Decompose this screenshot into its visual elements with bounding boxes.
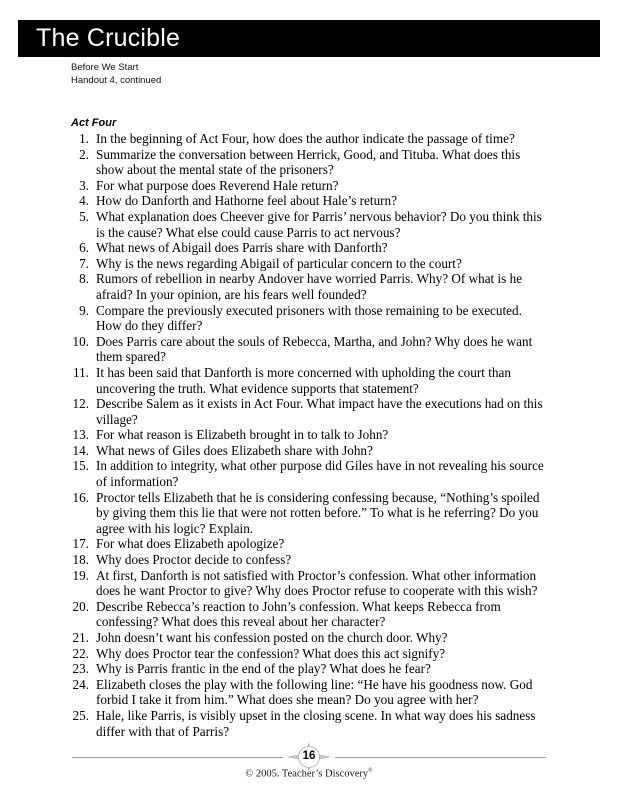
question-item [71,209,549,240]
question-number: 4. [79,193,89,209]
question-item [71,334,549,365]
question-number: 25. [72,707,89,723]
question-text: Hale, like Parris, is visibly upset in the closing scene. In what way does his sadness differ with that of Parris? [96,707,536,739]
question-text: Why does Proctor decide to confess? [96,552,292,568]
question-text: What news of Giles does Elizabeth share with John? [96,442,373,458]
page-footer [0,724,618,800]
handout-subtitle [71,62,161,87]
subtitle-line-handout: Handout 4, continued [71,74,162,86]
question-number: 17. [72,536,89,552]
question-number: 2. [79,146,89,162]
question-number: 11. [73,364,89,380]
page-number: 16 [302,750,316,763]
copyright-text: © 2005. Teacher’s Discovery [245,768,369,780]
question-item [71,458,549,489]
question-text: Does Parris care about the souls of Rebecca, Martha, and John? Why does he want them spared? [96,333,533,365]
question-number: 21. [72,630,89,645]
question-number: 5. [79,208,89,224]
question-number: 10. [72,333,89,349]
question-list [71,131,549,739]
question-text: What news of Abigail does Parris share with Danforth? [96,240,388,256]
question-item [71,193,549,209]
question-item [71,131,549,147]
title-bar [18,20,600,57]
question-item [71,568,549,599]
question-text: John doesn’t want his confession posted on the church door. Why? [96,630,448,645]
question-number: 12. [72,396,89,412]
question-item [71,240,549,256]
question-item [71,178,549,194]
question-text: It has been said that Danforth is more concerned with upholding the court than uncovering the truth. What evidence supports that statement? [96,364,511,396]
question-item [71,677,549,708]
question-number: 18. [72,552,89,568]
footer-rule-left [72,757,283,758]
page-title: The Crucible [36,24,181,52]
question-text: In the beginning of Act Four, how does the author indicate the passage of time? [96,131,515,146]
question-text: For what does Elizabeth apologize? [96,536,285,552]
question-item [71,630,549,646]
question-text: Describe Salem as it exists in Act Four. What impact have the executions had on this village? [96,396,543,427]
question-number: 3. [79,177,89,193]
question-item [71,490,549,537]
registered-trademark-mark: ® [368,768,373,774]
question-number: 13. [72,427,89,443]
question-number: 20. [72,598,89,614]
question-item [71,147,549,178]
question-number: 24. [72,676,89,692]
subtitle-line-unit: Before We Start [71,62,139,73]
question-text: Describe Rebecca’s reaction to John’s confession. What keeps Rebecca from confessing? What does this reveal about her character? [96,598,501,630]
worksheet-content [71,116,549,739]
question-item [71,427,549,443]
question-number: 16. [72,489,89,505]
question-text: Elizabeth closes the play with the following line: “He have his goodness now. God forbid I take it from him.” What does she mean? Do you agree with her? [96,676,533,708]
section-heading: Act Four [71,117,117,129]
question-text: At first, Danforth is not satisfied with Proctor’s confession. What other information does he want Proctor to give? Why does Proctor refuse to cooperate with this wish? [96,567,538,599]
question-text: Rumors of rebellion in nearby Andover have worried Parris. Why? Of what is he afraid? In your opinion, are his fears well founded? [96,271,523,302]
question-item [71,256,549,272]
question-number: 14. [72,442,89,458]
question-number: 15. [72,458,89,474]
question-item [71,303,549,334]
question-item [71,271,549,302]
footer-rule-right [335,757,546,758]
question-item [71,646,549,662]
question-text: In addition to integrity, what other purpose did Giles have in not revealing his source of information? [96,458,544,490]
question-number: 8. [79,271,89,287]
question-text: For what purpose does Reverend Hale return? [96,177,339,193]
question-number: 1. [79,131,89,146]
question-text: Proctor tells Elizabeth that he is considering confessing because, “Nothing’s spoiled by giving them this lie that were not rotten before.” To what is he referring? Do you agree with his logic? Explain. [96,489,540,536]
question-text: Why does Proctor tear the confession? What does this act signify? [96,645,446,661]
question-text: For what reason is Elizabeth brought in to talk to John? [96,427,389,443]
question-text: What explanation does Cheever give for Parris’ nervous behavior? Do you think this is the cause? What else could cause Parris to act nervous? [96,208,542,240]
question-text: Why is Parris frantic in the end of the play? What does he fear? [96,661,431,677]
question-text: How do Danforth and Hathorne feel about Hale’s return? [96,193,398,209]
question-text: Why is the news regarding Abigail of particular concern to the court? [96,255,462,271]
question-item [71,536,549,552]
question-item [71,661,549,677]
question-item [71,552,549,568]
question-item [71,396,549,427]
question-number: 22. [72,645,89,661]
question-item [71,365,549,396]
question-number: 23. [72,661,89,677]
question-item [71,599,549,630]
question-text: Compare the previously executed prisoners with those remaining to be executed. How do they differ? [96,302,522,334]
question-number: 9. [79,302,89,318]
copyright-notice [0,768,618,780]
question-text: Summarize the conversation between Herrick, Good, and Tituba. What does this show about the mental state of the prisoners? [96,146,521,178]
question-number: 19. [72,567,89,583]
question-item [71,443,549,459]
question-number: 6. [79,240,89,256]
question-number: 7. [79,255,89,271]
